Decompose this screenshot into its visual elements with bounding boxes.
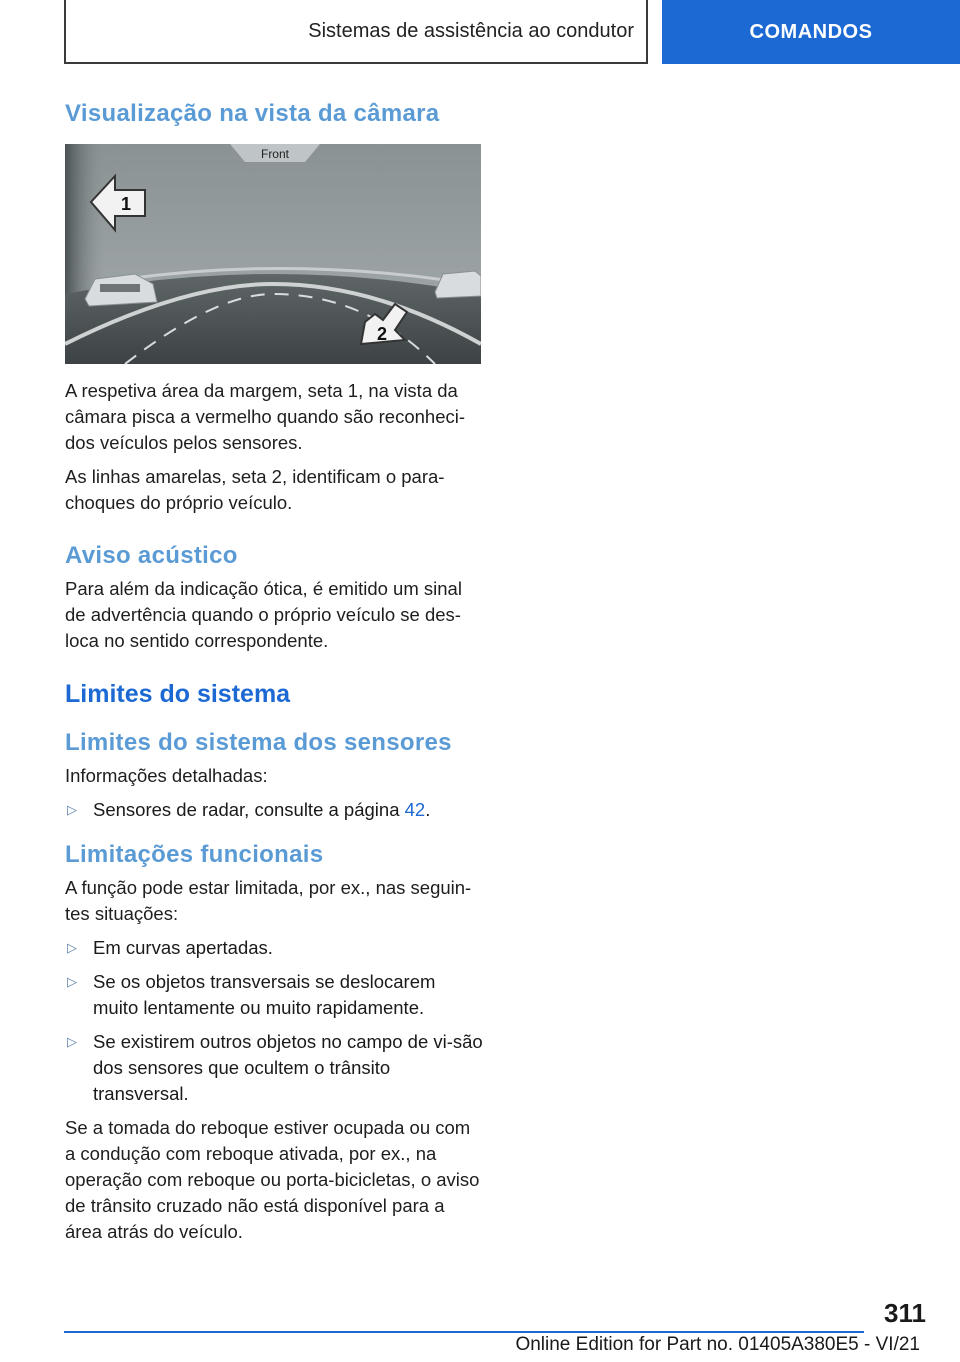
main-content <box>65 100 485 1253</box>
triangle-bullet-icon: ▷ <box>67 802 77 817</box>
list-item-end: . <box>425 799 431 820</box>
paragraph-details: Informações detalhadas: <box>65 765 268 786</box>
chapter-tab[interactable] <box>662 0 960 64</box>
camera-illustration <box>65 144 481 364</box>
footer-edition: Online Edition for Part no. 01405A380E5 - VI/21 <box>515 1334 920 1355</box>
section-title: Sistemas de assistência ao condutor <box>308 19 634 42</box>
page-number: 311 <box>884 1298 926 1328</box>
list-item <box>65 935 485 961</box>
list-item-text: Se existirem outros objetos no campo de vi-são dos sensores que ocultem o trânsito transversal. <box>93 1031 483 1104</box>
list-item <box>65 797 485 823</box>
header-box <box>64 0 648 64</box>
heading-sensor-limits: Limites do sistema dos sensores <box>65 729 452 756</box>
heading-acoustic-warning: Aviso acústico <box>65 542 238 569</box>
triangle-bullet-icon: ▷ <box>67 1034 77 1049</box>
arrow-2-label: 2 <box>377 324 388 344</box>
arrow-1-label: 1 <box>121 194 132 214</box>
list-item <box>65 969 485 1021</box>
list-item <box>65 1029 485 1107</box>
heading-camera-view: Visualização na vista da câmara <box>65 100 440 127</box>
paragraph-acoustic: Para além da indicação ótica, é emitido um sinal de advertência quando o próprio veículo se des-loca no sentido correspondente. <box>65 578 462 651</box>
list-item-text: Se os objetos transversais se deslocarem muito lentamente ou muito rapidamente. <box>93 971 436 1018</box>
paragraph-trailer: Se a tomada do reboque estiver ocupada ou com a condução com reboque ativada, por ex., na operação com reboque ou porta-bicicletas, o aviso de trânsito cruzado não está disponível para a área atrás do veículo. <box>65 1117 480 1242</box>
heading-system-limits: Limites do sistema <box>65 680 291 708</box>
paragraph-camera-1: A respetiva área da margem, seta 1, na vista da câmara pisca a vermelho quando são reconheci-dos veículos pelos sensores. <box>65 380 466 453</box>
heading-functional-limits: Limitações funcionais <box>65 841 324 868</box>
page-link[interactable]: 42 <box>404 799 426 820</box>
front-label: Front <box>260 147 290 161</box>
footer-divider <box>64 1331 864 1333</box>
paragraph-functional: A função pode estar limitada, por ex., nas seguin-tes situações: <box>65 877 472 924</box>
chapter-tab-label: COMANDOS <box>749 20 873 43</box>
triangle-bullet-icon: ▷ <box>67 940 77 955</box>
camera-view-image <box>65 144 481 364</box>
sensor-list <box>65 797 485 823</box>
list-item-text: Em curvas apertadas. <box>93 937 273 958</box>
paragraph-camera-2: As linhas amarelas, seta 2, identificam o para-choques do próprio veículo. <box>65 466 445 513</box>
triangle-bullet-icon: ▷ <box>67 974 77 989</box>
list-item-text: Sensores de radar, consulte a página <box>93 799 405 820</box>
functional-list <box>65 935 485 1107</box>
